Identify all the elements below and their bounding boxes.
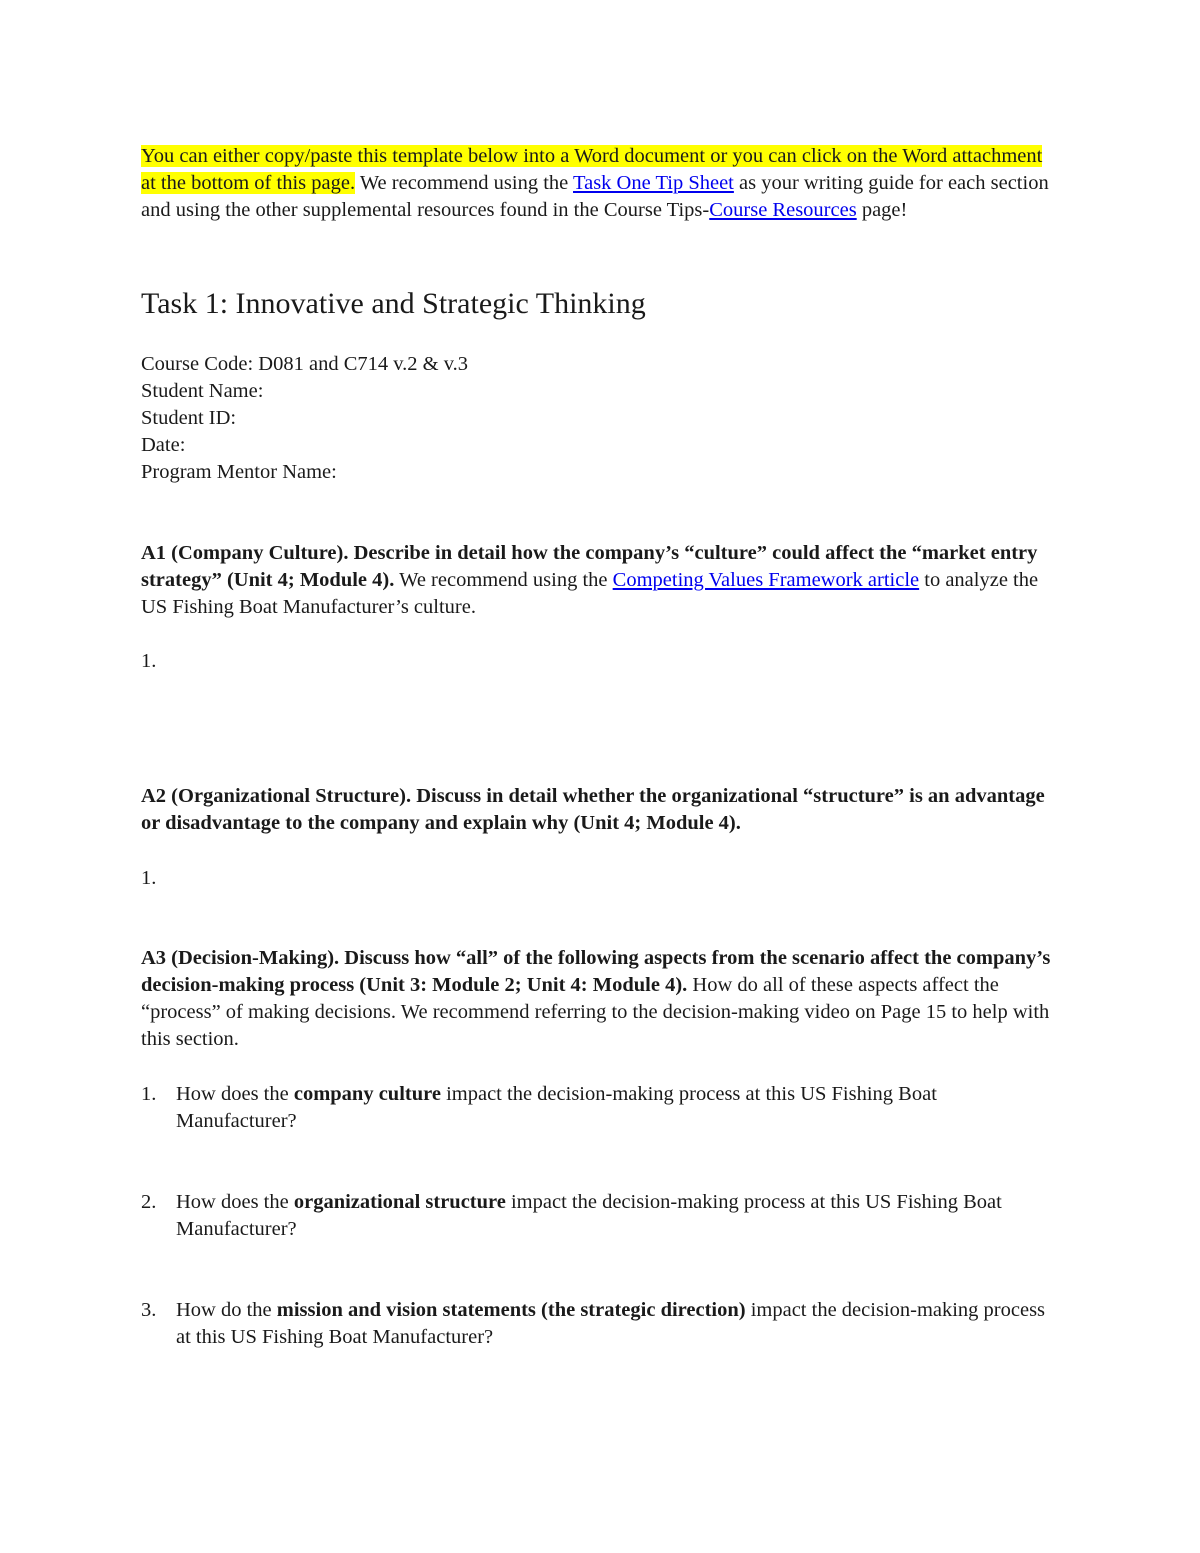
a3-list-item — [141, 1189, 1060, 1243]
a2-answer: 1. — [141, 867, 157, 889]
date-field: Date: — [141, 434, 186, 456]
a1-text-2: to analyze the US Fishing Boat Manufacturer’s culture. — [141, 569, 1039, 618]
a3-prompt — [141, 945, 1060, 1053]
list-item-text: How does the company culture impact the decision-making process at this US Fishing Boat Manufacturer? — [176, 1083, 937, 1132]
a1-text-1: We recommend using the — [394, 569, 613, 591]
course-resources-link[interactable]: Course Resources — [709, 199, 857, 221]
list-item-text: How does the organizational structure impact the decision-making process at this US Fishing Boat Manufacturer? — [176, 1191, 1002, 1240]
competing-values-framework-link[interactable]: Competing Values Framework article — [612, 569, 920, 591]
a2-prompt — [141, 783, 1060, 837]
list-item-keyword: organizational structure — [293, 1191, 506, 1213]
course-code-field: Course Code: D081 and C714 v.2 & v.3 — [141, 353, 469, 375]
a3-text-1: How do all of these aspects affect the “process” of making decisions. We recommend referring to the decision-making video on Page 15 to help with this section. — [141, 974, 1050, 1050]
intro-text-2: as your writing guide for each section and using the other supplemental resources found in the Course Tips- — [141, 172, 1049, 221]
a3-list-item — [141, 1297, 1060, 1351]
list-number: 3. — [141, 1299, 157, 1321]
intro-text-3: page! — [856, 199, 908, 221]
list-item-keyword: company culture — [293, 1083, 441, 1105]
a3-heading: A3 (Decision-Making). Discuss how “all” of the following aspects from the scenario affect the company’s decision-making process (Unit 3: Module 2; Unit 4: Module 4). — [141, 947, 1051, 996]
student-name-field: Student Name: — [141, 380, 264, 402]
a3-list-item — [141, 1081, 1060, 1135]
list-number: 1. — [141, 1083, 157, 1105]
intro-highlight: You can either copy/paste this template below into a Word document or you can click on the Word attachment at the bottom of this page. — [141, 145, 1043, 194]
a1-prompt — [141, 540, 1060, 621]
list-item-keyword: mission and vision statements (the strategic direction) — [276, 1299, 746, 1321]
list-item-text: How do the mission and vision statements (the strategic direction) impact the decision-making process at this US Fishing Boat Manufacturer? — [176, 1299, 1046, 1348]
intro-paragraph — [141, 143, 1060, 224]
a2-heading: A2 (Organizational Structure). Discuss in detail whether the organizational “structure” is an advantage or disadvantage to the company and explain why (Unit 4; Module 4). — [141, 785, 1045, 834]
a1-heading: A1 (Company Culture). Describe in detail how the company’s “culture” could affect the “market entry strategy” (Unit 4; Module 4). — [141, 542, 1038, 591]
program-mentor-field: Program Mentor Name: — [141, 461, 337, 483]
intro-text-1: We recommend using the — [355, 172, 574, 194]
page-title: Task 1: Innovative and Strategic Thinking — [141, 287, 646, 320]
student-id-field: Student ID: — [141, 407, 237, 429]
list-number: 2. — [141, 1191, 157, 1213]
task-one-tip-sheet-link[interactable]: Task One Tip Sheet — [573, 172, 734, 194]
a1-answer: 1. — [141, 650, 157, 672]
student-info-fields — [141, 351, 1060, 486]
